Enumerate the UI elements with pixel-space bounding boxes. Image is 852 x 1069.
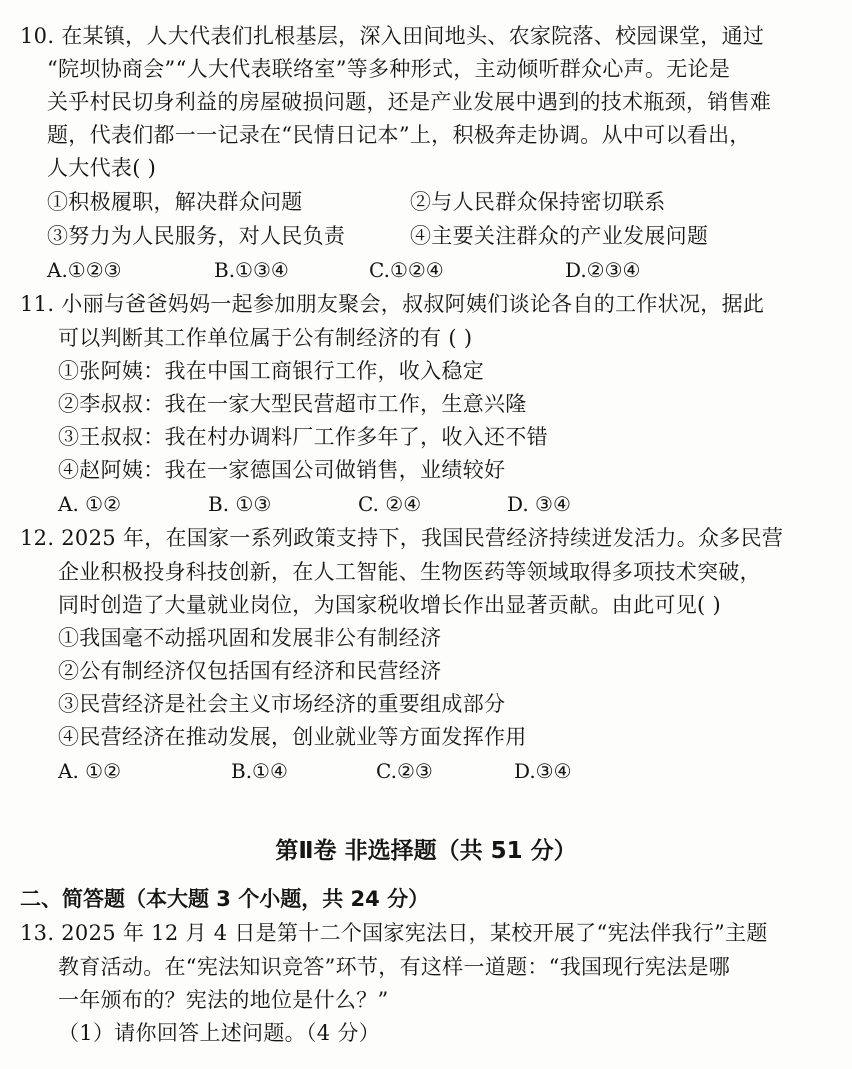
question-text-line: 教育活动。在“宪法知识竞答”环节，有这样一道题：“我国现行宪法是哪 (58, 955, 731, 979)
choice-b: B.①③④ (214, 258, 289, 282)
statement-item: ③王叔叔：我在村办调料厂工作多年了，收入还不错 (58, 425, 548, 449)
statement-item: ④民营经济在推动发展，创业就业等方面发挥作用 (58, 725, 527, 749)
question-text-line: 12. 2025 年，在国家一系列政策支持下，我国民营经济持续迸发活力。众多民营 (20, 526, 784, 550)
choice-d: D.③④ (514, 759, 572, 783)
statement-item: ④主要关注群众的产业发展问题 (410, 224, 709, 248)
part-2-heading: 第Ⅱ卷 非选择题（共 51 分） (275, 838, 577, 864)
statement-item: ③民营经济是社会主义市场经济的重要组成部分 (58, 692, 506, 716)
choice-d: D. ③④ (507, 492, 571, 516)
question-text-line: 题，代表们都一一记录在“民情日记本”上，积极奔走协调。从中可以看出， (47, 123, 751, 147)
question-text-line: “院坝协商会”“人大代表联络室”等多种形式，主动倾听群众心声。无论是 (47, 57, 731, 81)
statement-item: ②李叔叔：我在一家大型民营超市工作，生意兴隆 (58, 392, 527, 416)
choice-c: C.①②④ (369, 258, 444, 282)
statement-item: ①张阿姨：我在中国工商银行工作，收入稳定 (58, 359, 484, 383)
choice-c: C.②③ (376, 759, 433, 783)
question-text-line: 13. 2025 年 12 月 4 日是第十二个国家宪法日，某校开展了“宪法伴我行”主题 (20, 921, 768, 945)
statement-item: ①我国毫不动摇巩固和发展非公有制经济 (58, 626, 442, 650)
choice-a: A. ①② (58, 759, 122, 783)
choice-a: A.①②③ (47, 258, 122, 282)
question-text-line: 11. 小丽与爸爸妈妈一起参加朋友聚会，叔叔阿姨们谈论各自的工作状况，据此 (20, 292, 765, 316)
answer-choices (58, 757, 618, 785)
choice-d: D.②③④ (565, 258, 641, 282)
section-2-heading: 二、简答题（本大题 3 个小题，共 24 分） (20, 887, 430, 911)
statement-item: ①积极履职，解决群众问题 (47, 190, 303, 214)
statement-item: ③努力为人民服务，对人民负责 (47, 224, 346, 248)
answer-choices (58, 490, 618, 518)
question-text-line: 一年颁布的？宪法的地位是什么？” (58, 988, 389, 1012)
choice-b: B. ①③ (208, 492, 272, 516)
statement-item: ②公有制经济仅包括国有经济和民营经济 (58, 659, 442, 683)
question-text-line: 企业积极投身科技创新，在人工智能、生物医药等领域取得多项技术突破， (58, 560, 761, 584)
choice-a: A. ①② (58, 492, 122, 516)
answer-choices (47, 256, 667, 284)
question-text-line: 人大代表( ) (47, 156, 157, 180)
question-text-line: 同时创造了大量就业岗位，为国家税收增长作出显著贡献。由此可见( ) (58, 593, 721, 617)
statement-item: ④赵阿姨：我在一家德国公司做销售，业绩较好 (58, 458, 506, 482)
sub-question: （1）请你回答上述问题。（4 分） (58, 1021, 380, 1045)
statement-item: ②与人民群众保持密切联系 (410, 190, 666, 214)
choice-c: C. ②④ (358, 492, 422, 516)
question-text-line: 可以判断其工作单位属于公有制经济的有 ( ) (58, 326, 473, 350)
question-text-line: 关乎村民切身利益的房屋破损问题，还是产业发展中遇到的技术瓶颈，销售难 (47, 90, 772, 114)
choice-b: B.①④ (231, 759, 288, 783)
question-text-line: 10. 在某镇，人大代表们扎根基层，深入田间地头、农家院落、校园课堂，通过 (20, 24, 765, 48)
